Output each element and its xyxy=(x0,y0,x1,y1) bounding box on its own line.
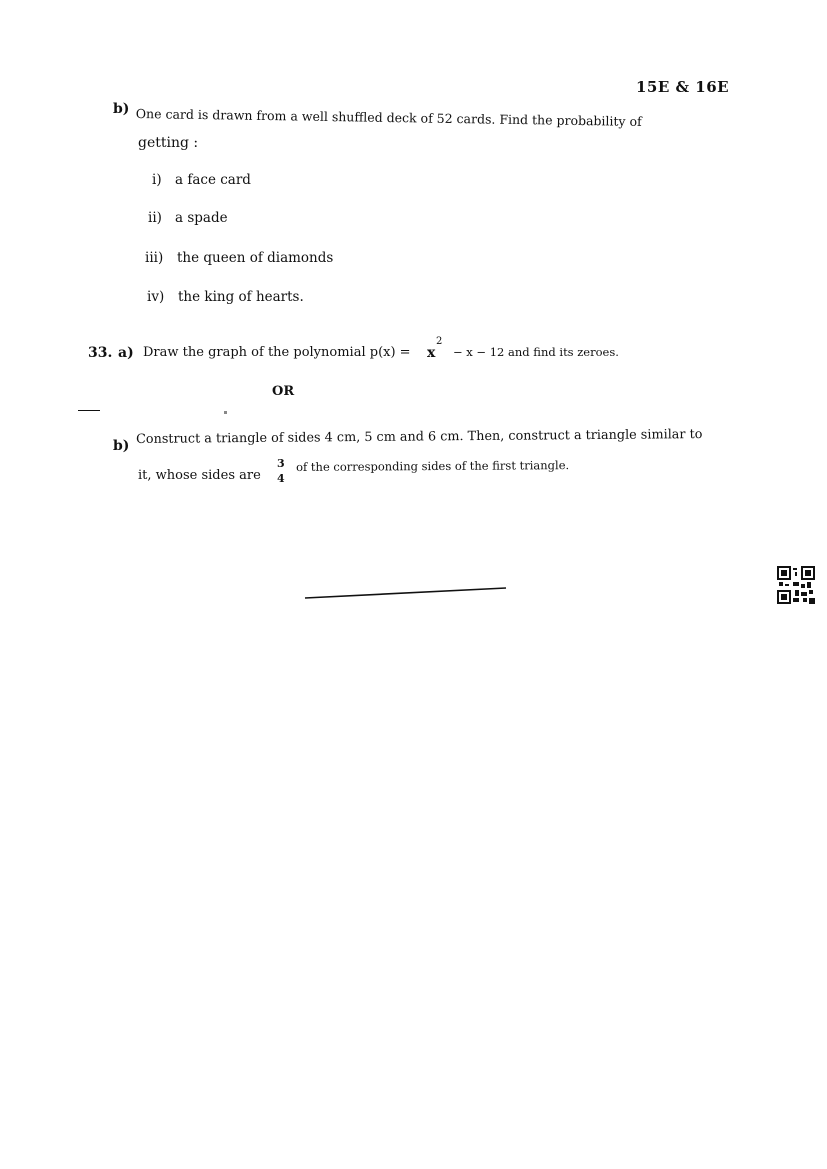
variable-x: x xyxy=(427,345,436,361)
question-text-line-1: One card is drawn from a well shuffled deck of 52 cards. Find the probability of xyxy=(135,106,642,129)
paper-code: 15E & 16E xyxy=(636,78,730,96)
or-separator: OR xyxy=(272,384,295,399)
question-text-a-part2: − x − 12 and find its zeroes. xyxy=(453,345,619,359)
option-text: the king of hearts. xyxy=(178,289,304,305)
option-text: a spade xyxy=(175,210,228,226)
question-part-label: a) xyxy=(118,345,134,361)
option-number: i) xyxy=(152,172,162,188)
exponent: 2 xyxy=(436,336,443,347)
short-dash xyxy=(78,410,100,411)
option-number: ii) xyxy=(148,210,162,226)
fraction-three-quarters xyxy=(277,456,285,486)
speck-dot xyxy=(224,411,227,414)
option-number: iii) xyxy=(145,250,164,266)
fraction-denominator: 4 xyxy=(277,472,285,485)
question-text-b-line2b: of the corresponding sides of the first triangle. xyxy=(296,458,570,474)
question-number: 33. xyxy=(88,345,113,361)
end-of-paper-line xyxy=(0,582,827,602)
question-part-label: b) xyxy=(113,101,130,117)
option-text: a face card xyxy=(175,172,251,188)
qr-code-icon xyxy=(777,566,815,604)
question-part-label: b) xyxy=(113,438,130,454)
option-text: the queen of diamonds xyxy=(177,250,334,266)
fraction-numerator: 3 xyxy=(277,457,285,470)
question-text-a-part1: Draw the graph of the polynomial p(x) = xyxy=(143,345,411,360)
question-text-line-2: getting : xyxy=(138,135,199,151)
question-text-b-line1: Construct a triangle of sides 4 cm, 5 cm and 6 cm. Then, construct a triangle similar to xyxy=(136,427,703,447)
option-number: iv) xyxy=(147,289,165,305)
question-text-b-line2a: it, whose sides are xyxy=(138,468,261,483)
